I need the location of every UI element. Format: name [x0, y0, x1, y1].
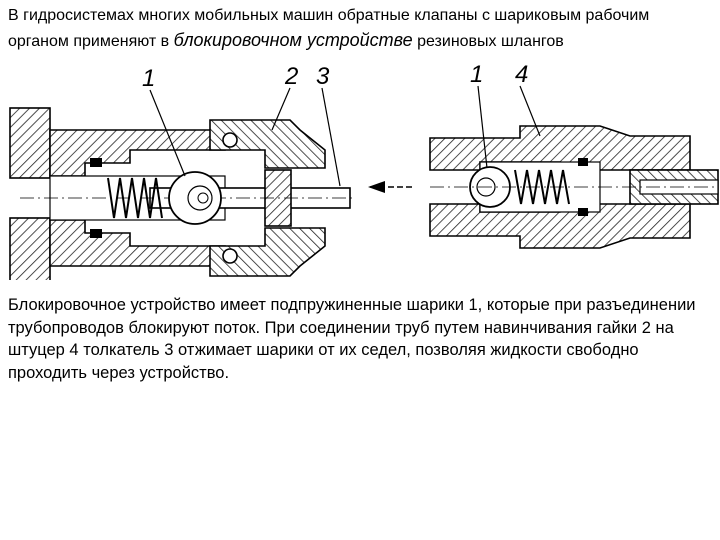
left-flange-upper: [10, 108, 50, 178]
left-coupling-half: [10, 63, 355, 280]
lock-ball-upper: [223, 133, 237, 147]
label-1-right: 1: [470, 61, 484, 88]
left-body-upper-wall: [50, 130, 225, 176]
intro-paragraph: [8, 4, 714, 54]
label-3: 3: [316, 63, 330, 90]
left-body-lower-wall: [50, 220, 225, 266]
label-1-left: 1: [142, 65, 156, 92]
intro-text-start: В гидросистемах многих мобильных машин обратные клапаны с шариковым рабочим органом применяют в: [8, 7, 650, 50]
left-flange-lower: [10, 218, 50, 280]
seal-upper: [90, 158, 102, 167]
flow-arrow: [368, 181, 412, 193]
lock-ball-lower: [223, 249, 237, 263]
right-seal-lower: [578, 208, 588, 216]
caption-paragraph: Блокировочное устройство имеет подпружиненные шарики 1, которые при разъединении трубопроводов блокируют поток. При соединении труб путем навинчивания гайки 2 на штуцер 4 толкатель 3 отжимает шарики от их седел, позволяя жидкости свободно проходить через устройство.: [8, 296, 696, 382]
label-2: 2: [285, 63, 299, 90]
valve-assembly-figure: [0, 58, 720, 280]
label-4: 4: [515, 61, 529, 88]
right-coupling-half: [430, 61, 718, 248]
right-seal-upper: [578, 158, 588, 166]
leader-3: [322, 88, 340, 186]
check-ball-left: [169, 172, 221, 224]
intro-emphasis: блокировочном устройстве: [173, 30, 413, 50]
seal-lower: [90, 229, 102, 238]
intro-text-end: резиновых шлангов: [412, 33, 564, 50]
